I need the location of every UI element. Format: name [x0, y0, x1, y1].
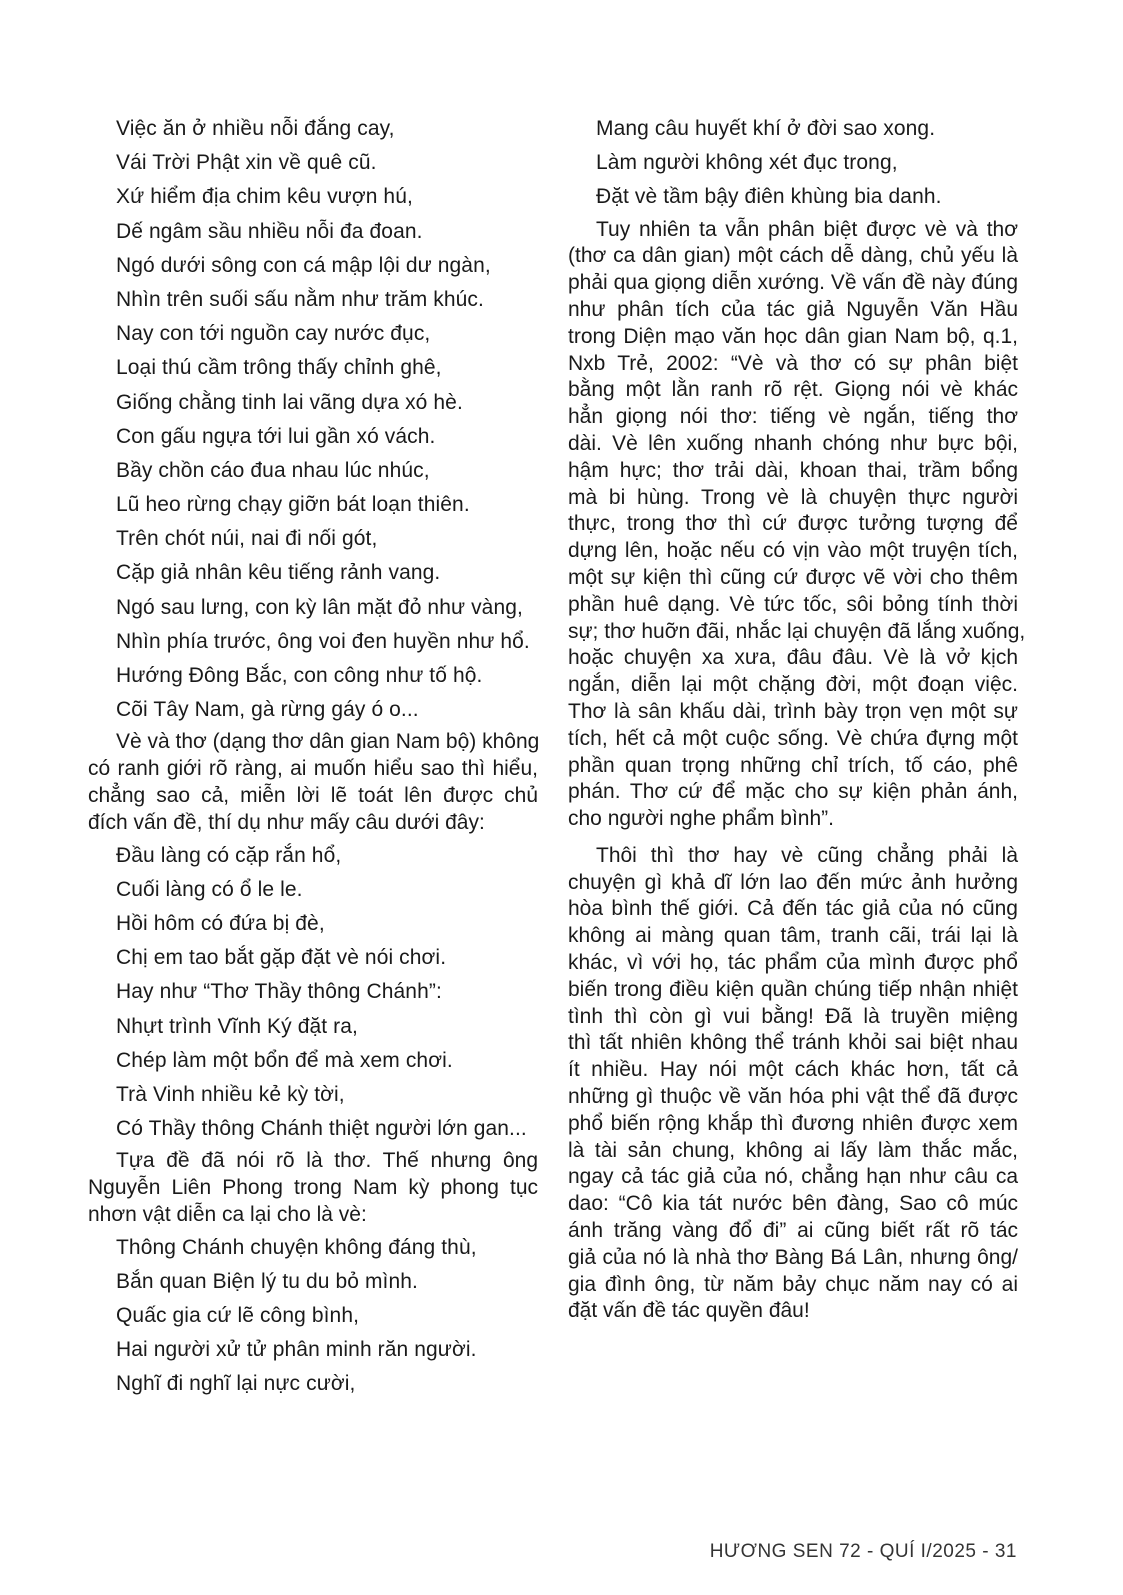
- verse-line: Nghĩ đi nghĩ lại nực cười,: [116, 1372, 356, 1396]
- verse-line: Đặt vè tầm bậy điên khùng bia danh.: [596, 185, 942, 209]
- paragraph-line: phổ biến rộng khắp thì đương nhiên được xem: [568, 1111, 1018, 1135]
- verse-line: Quấc gia cứ lẽ công bình,: [116, 1304, 360, 1328]
- verse-line: Làm người không xét đục trong,: [596, 151, 898, 175]
- paragraph-line: Nxb Trẻ, 2002: “Vè và thơ có sự phân biệt: [568, 351, 1018, 375]
- paragraph-line: hậm hực; thơ trải dài, khoan thai, trầm bổng: [568, 458, 1018, 482]
- verse-line: Có Thầy thông Chánh thiệt người lớn gan...: [116, 1117, 527, 1141]
- verse-line: Nhìn trên suối sấu nằm như trăm khúc.: [116, 287, 484, 311]
- paragraph-line: dài. Vè lên xuống nhanh chóng như bực bội,: [568, 431, 1018, 455]
- verse-line: Cặp giả nhân kêu tiếng rảnh vang.: [116, 561, 441, 585]
- verse-line: Lũ heo rừng chạy giỡn bát loạn thiên.: [116, 493, 470, 517]
- paragraph-line: Tuy nhiên ta vẫn phân biệt được vè và thơ: [596, 217, 1018, 241]
- verse-line: Chép làm một bổn để mà xem chơi.: [116, 1048, 453, 1072]
- left-column: [88, 112, 538, 1402]
- paragraph-line: Vè và thơ (dạng thơ dân gian Nam bộ) không: [116, 730, 540, 754]
- verse-line: Hướng Đông Bắc, con công như tố hộ.: [116, 664, 483, 687]
- paragraph-line: như phân tích của tác giả Nguyễn Văn Hầu: [568, 297, 1018, 321]
- paragraph-line: chẳng sao cả, miễn lời lẽ toát lên được chủ: [88, 783, 538, 807]
- verse-line: Chị em tao bắt gặp đặt vè nói chơi.: [116, 946, 447, 970]
- paragraph-line: Thôi thì thơ hay vè cũng chẳng phải là: [596, 843, 1018, 867]
- verse-line: Nhựt trình Vĩnh Ký đặt ra,: [116, 1014, 358, 1038]
- verse-line: Loại thú cầm trông thấy chỉnh ghê,: [116, 356, 442, 380]
- verse-line: Hay như “Thơ Thầy thông Chánh”:: [116, 980, 442, 1004]
- paragraph-line: một sự kiện thì cũng cứ được vẽ vời cho thêm: [568, 565, 1018, 589]
- paragraph-line: thì tất nhiên không thể tránh khỏi sai biệt nhau: [568, 1031, 1018, 1055]
- paragraph-line: bằng một lằn ranh rõ rệt. Giọng nói vè khác: [568, 378, 1018, 402]
- paragraph-line: thực, trong thơ thì cứ được tưởng tượng để: [568, 512, 1018, 536]
- verse-block: [88, 839, 538, 1147]
- paragraph-line: tích, hết cả một cuộc sống. Vè chứa đựng một: [568, 726, 1018, 750]
- paragraph-line: tình thì còn gì vui bằng! Đã là truyền miệng: [568, 1004, 1018, 1028]
- paragraph-line: biến trong điều kiện quần chúng tiếp nhận nhiệt: [568, 977, 1018, 1001]
- paragraph-line: dựng lên, hoặc nếu có vịn vào một truyện tích,: [568, 539, 1018, 563]
- paragraph-line: hoặc chuyện xa xưa, đâu đâu. Vè là vở kịch: [568, 646, 1018, 670]
- verse-line: Hồi hôm có đứa bị đè,: [116, 911, 325, 935]
- paragraph-line: nhơn vật diễn ca lại cho là vè:: [88, 1202, 367, 1226]
- paragraph-line: khác, vì với họ, tác phẩm của mình được phổ: [568, 951, 1018, 975]
- paragraph: [88, 1148, 538, 1228]
- verse-line: Nay con tới nguồn cay nước đục,: [116, 322, 431, 346]
- paragraph-line: hòa bình thế giới. Cả đến tác giả của nó cũng: [568, 897, 1018, 921]
- paragraph-line: sự; thơ huỡn đãi, nhắc lại chuyện đã lắng xuống,: [568, 619, 1026, 643]
- verse-block: [88, 1231, 538, 1402]
- paragraph-line: những gì thuộc về văn hóa phi vật thể đã được: [568, 1085, 1018, 1109]
- paragraph-line: không ai màng quan tâm, tranh cãi, trái lại là: [568, 924, 1018, 948]
- verse-line: Đầu làng có cặp rắn hổ,: [116, 843, 342, 867]
- verse-line: Bầy chồn cáo đua nhau lúc nhúc,: [116, 458, 430, 482]
- paragraph-line: Tựa đề đã nói rõ là thơ. Thế nhưng ông: [116, 1149, 538, 1173]
- paragraph-line: phải qua giọng diễn xướng. Về vấn đề này đúng: [568, 271, 1018, 295]
- verse-line: Bắn quan Biện lý tu du bỏ mình.: [116, 1269, 418, 1293]
- verse-line: Dế ngâm sầu nhiều nỗi đa đoan.: [116, 219, 423, 243]
- page-footer: HƯƠNG SEN 72 - QUÍ I/2025 - 31: [709, 1541, 1017, 1562]
- paragraph-line: dao: “Cô kia tát nước bên đàng, Sao cô múc: [568, 1192, 1018, 1216]
- paragraph-line: phán. Thơ cứ để mặc cho sự kiện phản ánh,: [568, 780, 1018, 804]
- verse-line: Giống chằng tinh lai vãng dựa xó hè.: [116, 390, 463, 414]
- verse-line: Việc ăn ở nhiều nỗi đắng cay,: [116, 117, 395, 140]
- paragraph-line: ít nhiều. Hay nói một cách khác hơn, tất cả: [568, 1058, 1018, 1082]
- paragraph-line: có ranh giới rõ ràng, ai muốn hiểu sao thì hiểu,: [88, 757, 538, 781]
- verse-line: Ngó dưới sông con cá mập lội dư ngàn,: [116, 253, 491, 277]
- verse-block: [88, 112, 538, 727]
- verse-line: Xứ hiểm địa chim kêu vượn hú,: [116, 185, 413, 209]
- paragraph-line: cho người nghe phẩm bình”.: [568, 807, 834, 831]
- paragraph-line: phần quan trọng những chỉ trích, tố cáo, phê: [568, 753, 1018, 777]
- paragraph-line: là tài sản chung, không ai lấy làm thắc mắc,: [568, 1138, 1018, 1162]
- paragraph-line: ánh trăng vàng đổ đi” ai cũng biết rất rõ tác: [568, 1219, 1018, 1243]
- paragraph-line: phần huê dạng. Vè tức tốc, sôi bỏng tính thời: [568, 592, 1018, 616]
- paragraph-line: Thơ là sân khấu dài, trình bày trọn vẹn một sự: [568, 699, 1018, 723]
- paragraph-line: đích vấn đề, thí dụ như mấy câu dưới đây:: [88, 810, 485, 834]
- verse-line: Con gấu ngựa tới lui gần xó vách.: [116, 424, 436, 448]
- verse-line: Vái Trời Phật xin về quê cũ.: [116, 151, 377, 175]
- paragraph-line: ngay cả tác giả của nó, chẳng hạn như câu ca: [568, 1165, 1018, 1189]
- verse-line: Mang câu huyết khí ở đời sao xong.: [596, 117, 936, 140]
- verse-block: [568, 112, 1018, 215]
- paragraph-line: Nguyễn Liên Phong trong Nam kỳ phong tục: [88, 1176, 538, 1200]
- paragraph-line: giả của nó là nhà thơ Bàng Bá Lân, nhưng ông/: [568, 1245, 1018, 1269]
- verse-line: Ngó sau lưng, con kỳ lân mặt đỏ như vàng,: [116, 595, 523, 619]
- paragraph-line: ngắn, diễn lại một chặng đời, một đoạn việc.: [568, 673, 1018, 697]
- verse-line: Cuối làng có ổ le le.: [116, 877, 303, 901]
- verse-line: Thông Chánh chuyện không đáng thù,: [116, 1235, 477, 1259]
- paragraph-line: hẳn giọng nói thơ: tiếng vè ngắn, tiếng thơ: [568, 405, 1018, 429]
- paragraph-line: trong Diện mạo văn học dân gian Nam bộ, q.1,: [568, 324, 1018, 348]
- verse-line: Trà Vinh nhiều kẻ kỳ tời,: [116, 1082, 345, 1106]
- paragraph-line: (thơ ca dân gian) một cách dễ dàng, chủ yếu là: [568, 244, 1018, 268]
- verse-line: Trên chót núi, nai đi nối gót,: [116, 527, 378, 551]
- paragraph-line: chuyện gì khả dĩ lớn lao đến mức ảnh hưởng: [568, 870, 1018, 894]
- paragraph: [568, 843, 1018, 1325]
- paragraph-line: gia đình ông, từ năm bảy chục năm nay có ai: [568, 1272, 1018, 1296]
- verse-line: Hai người xử tử phân minh răn người.: [116, 1338, 477, 1362]
- paragraph-line: mà bi hùng. Trong vè là chuyện thực người: [568, 485, 1018, 509]
- paragraph: [88, 729, 538, 836]
- paragraph-line: đặt vấn đề tác quyền đâu!: [568, 1299, 810, 1323]
- paragraph: [568, 217, 1026, 833]
- verse-line: Nhìn phía trước, ông voi đen huyền như hổ.: [116, 629, 530, 653]
- verse-line: Cõi Tây Nam, gà rừng gáy ó o...: [116, 698, 419, 722]
- right-column: [568, 112, 1026, 1335]
